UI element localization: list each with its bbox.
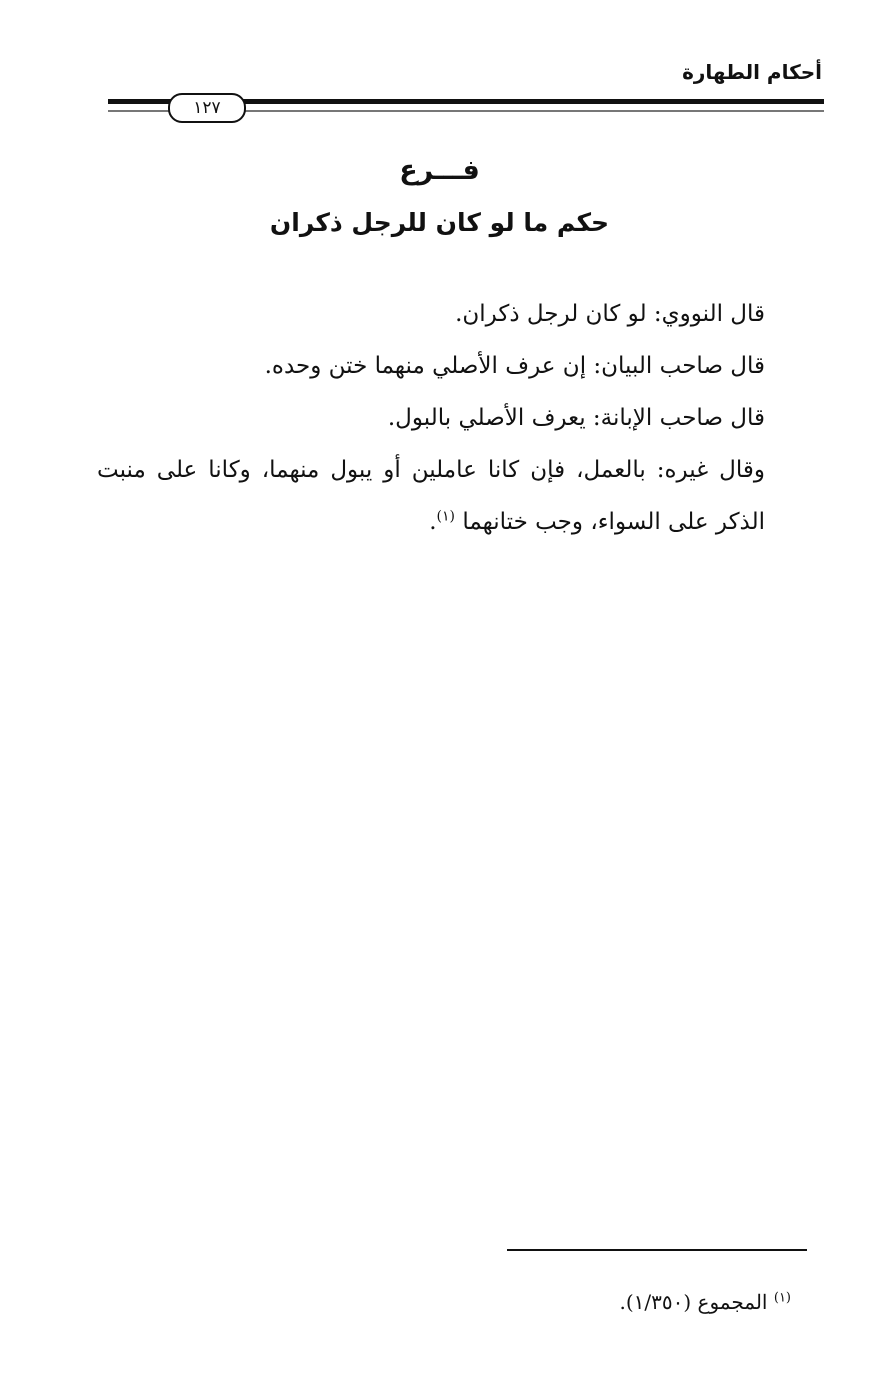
footnote-marker: (١)	[773, 1290, 791, 1306]
paragraph-3: قال صاحب الإبانة: يعرف الأصلي بالبول.	[387, 405, 765, 431]
paragraph-1: قال النووي: لو كان لرجل ذكران.	[455, 301, 765, 327]
paragraph-4-period: .	[429, 509, 437, 535]
paragraph-2: قال صاحب البيان: إن عرف الأصلي منهما ختن وحده.	[264, 353, 765, 379]
footnote-rule	[507, 1249, 807, 1251]
footnote	[619, 1290, 791, 1314]
section-label: فـــرع	[399, 155, 480, 186]
page-number: ١٢٧	[168, 93, 246, 123]
paragraph-4	[97, 444, 817, 548]
running-title: أحكام الطهارة	[682, 60, 822, 84]
body-text	[97, 288, 817, 548]
paragraph-4-text: وقال غيره: بالعمل، فإن كانا عاملين أو يبول منهما، وكانا على منبت الذكر على السواء، وجب ختانهما	[97, 457, 765, 535]
section-title: حكم ما لو كان للرجل ذكران	[269, 208, 610, 237]
footnote-reference[interactable]: (١)	[436, 508, 455, 525]
footnote-text: المجموع (١/٣٥٠).	[619, 1290, 768, 1314]
